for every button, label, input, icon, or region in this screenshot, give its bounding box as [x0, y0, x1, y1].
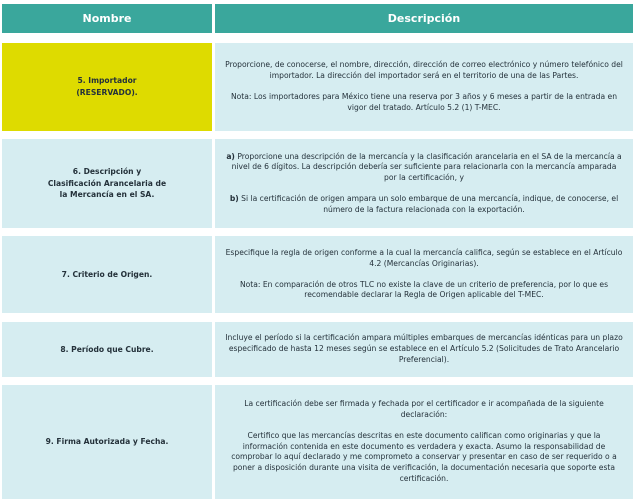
table-row	[0, 236, 635, 313]
description-paragraph: Especifique la regla de origen conforme a la cual la mercancía califica, según se establece en el Artículo 4.2 (Mercancías Originarias).	[225, 247, 623, 268]
description-item-b: b) Si la certificación de origen ampara un solo embarque de una mercancía, indique, de conocerse, el número de la factura relacionada con la exportación.	[229, 193, 619, 214]
description-paragraph: Proporcione, de conocerse, el nombre, dirección, dirección de correo electrónico y número telefónico del importador. La dirección del importador será en el territorio de una de las Partes.	[225, 60, 623, 81]
table-row	[0, 43, 635, 131]
row-name-importador: 5. Importador (RESERVADO).	[2, 43, 212, 131]
description-item-a: a) Proporcione una descripción de la mercancía y la clasificación arancelaria en el SA de la mercancía a nivel de 6 dígitos. La descripción debería ser suficiente para relacionarla con la mercancía amparada por la certificación, y	[226, 151, 622, 183]
row-name-descripcion: 6. Descripción y Clasificación Arancelaria de la Mercancía en el SA.	[2, 139, 212, 228]
description-note: Nota: Los importadores para México tiene una reserva por 3 años y 6 meses a partir de la entrada en vigor del tratado. Artículo 5.2 (1) T-MEC.	[230, 92, 618, 112]
row-name-firma: 9. Firma Autorizada y Fecha.	[2, 385, 212, 499]
table-row	[0, 139, 635, 228]
item-letter: a)	[226, 151, 235, 161]
table-row	[0, 385, 635, 499]
row-description	[215, 385, 633, 499]
row-name-criterio: 7. Criterio de Origen.	[2, 236, 212, 313]
table-row	[0, 322, 635, 377]
header-descripcion: Descripción	[215, 4, 633, 33]
row-name-periodo: 8. Período que Cubre.	[2, 322, 212, 377]
item-letter: b)	[229, 193, 239, 203]
declaration-text: Certifico que las mercancías descritas en este documento califican como originarias y que la información contenida en este documento es verdadera y exacta. Asumo la responsabilidad de comprobar lo aquí declarado y me comprometo a conservar y presentar en caso de ser requerido o a poner a disposición durante una visita de verificación, la documentación necesaria que soporte esta certificación.	[231, 430, 617, 483]
description-note: Nota: En comparación de otros TLC no existe la clave de un criterio de preferencia, por lo que es recomendable declarar la Regla de Origen aplicable del T-MEC.	[239, 279, 609, 300]
row-description	[215, 322, 633, 377]
row-description	[215, 139, 633, 228]
description-paragraph: Incluye el período si la certificación ampara múltiples embarques de mercancías idénticas para un plazo especificado de hasta 12 meses según se establece en el Artículo 5.2 (Solicitudes de Trato Arancelario Preferencial).	[225, 333, 623, 364]
header-nombre: Nombre	[2, 4, 212, 33]
description-paragraph: La certificación debe ser firmada y fechada por el certificador e ir acompañada de la siguiente declaración:	[244, 399, 604, 420]
row-description	[215, 43, 633, 131]
row-description	[215, 236, 633, 313]
table-header	[0, 4, 635, 33]
